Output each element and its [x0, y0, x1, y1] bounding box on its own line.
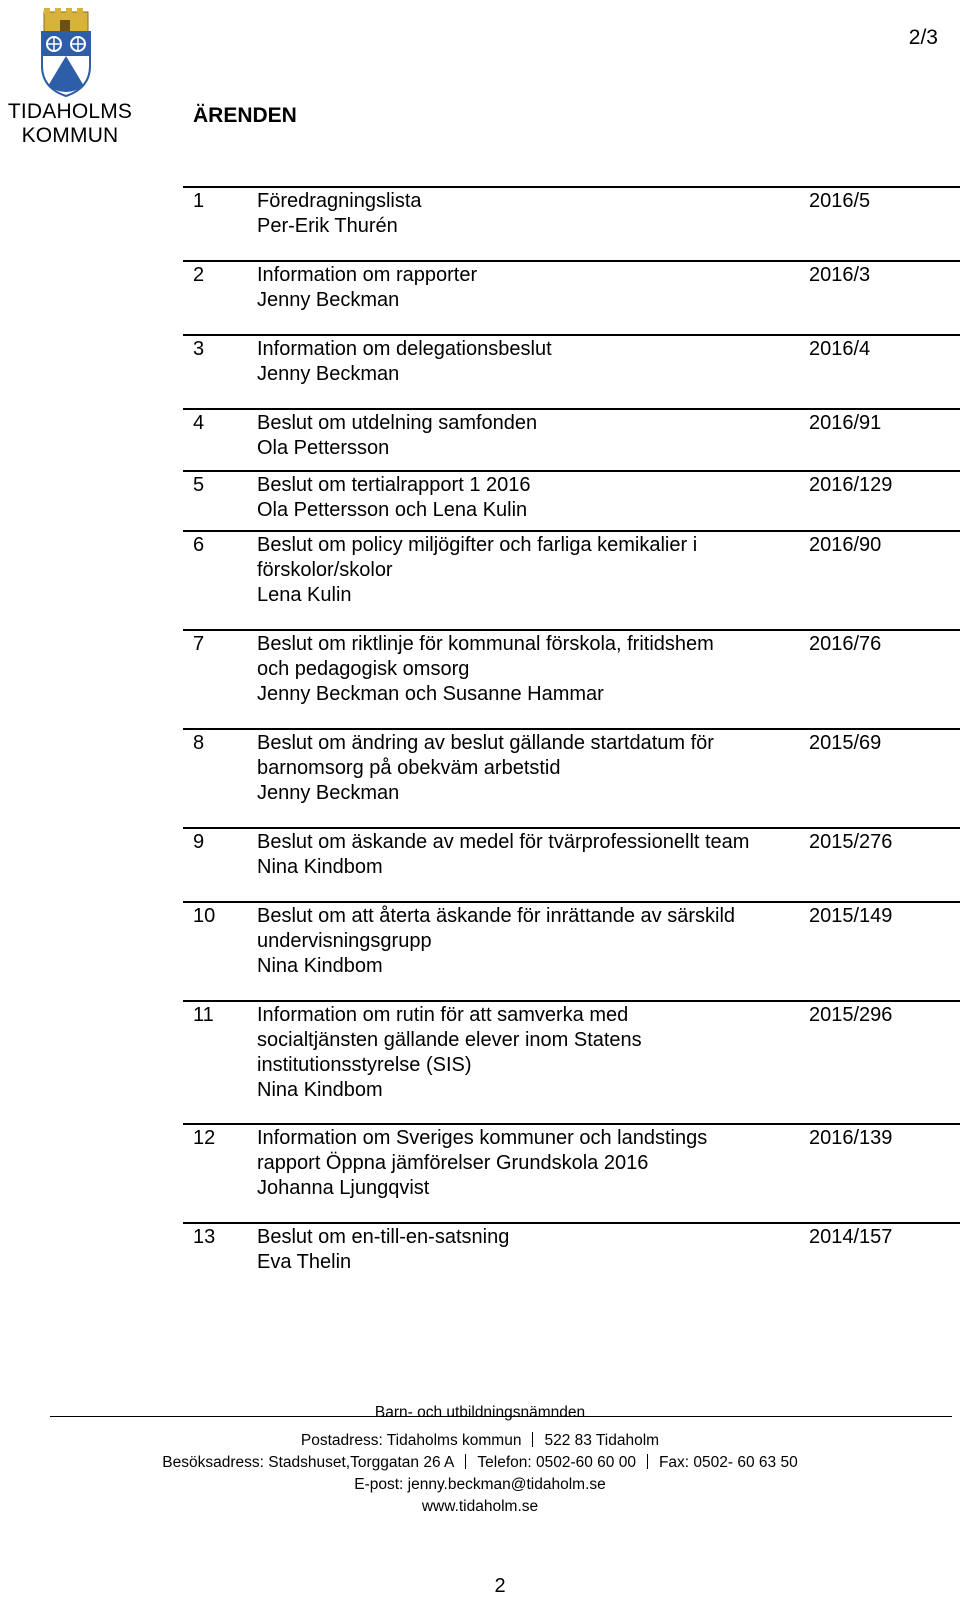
agenda-item: [183, 901, 960, 1000]
agenda-item-case-number: 2016/4: [809, 338, 871, 360]
agenda-item-presenter: Per-Erik Thurén: [257, 215, 398, 237]
agenda-item-subject: [257, 1225, 809, 1296]
agenda-item: [183, 470, 960, 530]
footer-fax: Fax: 0502- 60 63 50: [658, 1454, 798, 1471]
agenda-item-subject: [257, 411, 809, 470]
agenda-item-subject: [257, 533, 809, 629]
agenda-item-case-number: 2014/157: [809, 1226, 893, 1248]
agenda-item: [183, 334, 960, 408]
agenda-item-title-line: Information om delegationsbeslut: [257, 338, 552, 360]
org-name: [0, 100, 140, 148]
agenda-item-subject: [257, 189, 809, 260]
agenda-item-presenter: Jenny Beckman: [257, 782, 400, 804]
agenda-item: [183, 629, 960, 728]
agenda-item-subject: [257, 263, 809, 334]
agenda-item: [183, 728, 960, 827]
agenda-item-presenter: Nina Kindbom: [257, 1079, 383, 1101]
agenda-item-title-line: och pedagogisk omsorg: [257, 658, 470, 680]
agenda-item-presenter: Nina Kindbom: [257, 955, 383, 977]
agenda-item-title-line: Information om Sveriges kommuner och landstings: [257, 1127, 708, 1149]
agenda-item-presenter: Lena Kulin: [257, 584, 352, 606]
agenda-item-subject: [257, 1003, 809, 1123]
agenda-item-presenter: Eva Thelin: [257, 1251, 352, 1273]
agenda-item-case-number: 2015/149: [809, 905, 893, 927]
agenda-item-title-line: Föredragningslista: [257, 190, 422, 212]
agenda-item-number: 9: [193, 831, 205, 853]
agenda-item: [183, 530, 960, 629]
agenda-item-presenter: Ola Pettersson och Lena Kulin: [257, 499, 528, 521]
agenda-item-number: 11: [193, 1004, 214, 1026]
agenda-item-number: 5: [193, 474, 205, 496]
agenda-item-case-number: 2015/69: [809, 732, 882, 754]
agenda-item-number: 6: [193, 534, 205, 556]
org-name-line1: TIDAHOLMS: [7, 100, 133, 123]
agenda-item-number: 10: [193, 905, 216, 927]
agenda-item-title-line: Beslut om äskande av medel för tvärprofessionellt team: [257, 831, 750, 853]
agenda-item-presenter: Jenny Beckman: [257, 363, 400, 385]
agenda-item-case-number: 2016/5: [809, 190, 871, 212]
agenda-item-case-number: 2016/91: [809, 412, 882, 434]
agenda-item-number: 1: [193, 190, 205, 212]
agenda-item-number: 2: [193, 264, 205, 286]
agenda-item-title-line: Beslut om ändring av beslut gällande startdatum för: [257, 732, 714, 754]
agenda-item-number: 3: [193, 338, 205, 360]
agenda-item: [183, 1222, 960, 1296]
agenda-item: [183, 827, 960, 901]
agenda-item-presenter: Ola Pettersson: [257, 437, 390, 459]
agenda-item-subject: [257, 1126, 809, 1222]
agenda-item-subject: [257, 731, 809, 827]
agenda-item-presenter: Johanna Ljungqvist: [257, 1177, 430, 1199]
agenda-item-title-line: förskolor/skolor: [257, 559, 393, 581]
agenda-item-case-number: 2016/90: [809, 534, 882, 556]
agenda-item-presenter: Jenny Beckman: [257, 289, 400, 311]
agenda-item: [183, 408, 960, 470]
separator: [532, 1432, 533, 1447]
footer-contact: [0, 1454, 960, 1472]
agenda-item-presenter: Jenny Beckman och Susanne Hammar: [257, 683, 604, 705]
footer-phone: Telefon: 0502-60 60 00: [477, 1454, 636, 1471]
agenda-item-subject: [257, 632, 809, 728]
agenda-item: [183, 186, 960, 260]
agenda-item-case-number: 2016/139: [809, 1127, 893, 1149]
agenda-item-title-line: Information om rutin för att samverka med: [257, 1004, 629, 1026]
footer-postal: [0, 1432, 960, 1450]
agenda-item-title-line: barnomsorg på obekväm arbetstid: [257, 757, 561, 779]
municipal-crest-logo: [36, 8, 96, 98]
footer-committee: Barn- och utbildningsnämnden: [374, 1404, 586, 1421]
agenda-item-presenter: Nina Kindbom: [257, 856, 383, 878]
agenda-item-case-number: 2016/76: [809, 633, 882, 655]
agenda-item-case-number: 2016/3: [809, 264, 871, 286]
agenda-item-subject: [257, 830, 809, 901]
agenda-item-case-number: 2015/276: [809, 831, 893, 853]
footer-website: www.tidaholm.se: [421, 1498, 539, 1515]
agenda-item-title-line: Beslut om utdelning samfonden: [257, 412, 538, 434]
agenda-item-title-line: undervisningsgrupp: [257, 930, 432, 952]
org-name-line2: KOMMUN: [21, 124, 119, 147]
agenda-item-title-line: Beslut om tertialrapport 1 2016: [257, 474, 531, 496]
separator: [647, 1454, 648, 1469]
agenda-item-title-line: Beslut om en-till-en-satsning: [257, 1226, 510, 1248]
agenda-item: [183, 1000, 960, 1123]
agenda-item-title-line: Beslut om riktlinje för kommunal förskola, fritidshem: [257, 633, 714, 655]
agenda-item-number: 13: [193, 1226, 216, 1248]
agenda-item-title-line: socialtjänsten gällande elever inom Statens: [257, 1029, 642, 1051]
separator: [465, 1454, 466, 1469]
agenda-item-title-line: Information om rapporter: [257, 264, 478, 286]
page-number: 2: [494, 1575, 506, 1597]
agenda-item-title-line: Beslut om att återta äskande för inrättande av särskild: [257, 905, 736, 927]
agenda-item-number: 4: [193, 412, 205, 434]
agenda-table: [183, 186, 960, 1296]
agenda-item-number: 8: [193, 732, 205, 754]
agenda-item-title-line: institutionsstyrelse (SIS): [257, 1054, 472, 1076]
footer-postal-code: 522 83 Tidaholm: [544, 1432, 660, 1449]
agenda-item-number: 12: [193, 1127, 216, 1149]
agenda-item: [183, 260, 960, 334]
agenda-item-title-line: rapport Öppna jämförelser Grundskola 2016: [257, 1152, 649, 1174]
footer-email: E-post: jenny.beckman@tidaholm.se: [354, 1476, 606, 1493]
page-indicator: 2/3: [908, 26, 938, 49]
agenda-item-case-number: 2016/129: [809, 474, 893, 496]
agenda-item-number: 7: [193, 633, 205, 655]
footer-postal-label: Postadress: Tidaholms kommun: [300, 1432, 522, 1449]
agenda-item: [183, 1123, 960, 1222]
footer-visit-address: Besöksadress: Stadshuset,Torggatan 26 A: [162, 1454, 455, 1471]
page-title: ÄRENDEN: [193, 104, 297, 127]
agenda-item-case-number: 2015/296: [809, 1004, 893, 1026]
agenda-item-subject: [257, 473, 809, 530]
agenda-item-subject: [257, 337, 809, 408]
agenda-item-title-line: Beslut om policy miljögifter och farliga kemikalier i: [257, 534, 698, 556]
agenda-item-subject: [257, 904, 809, 1000]
